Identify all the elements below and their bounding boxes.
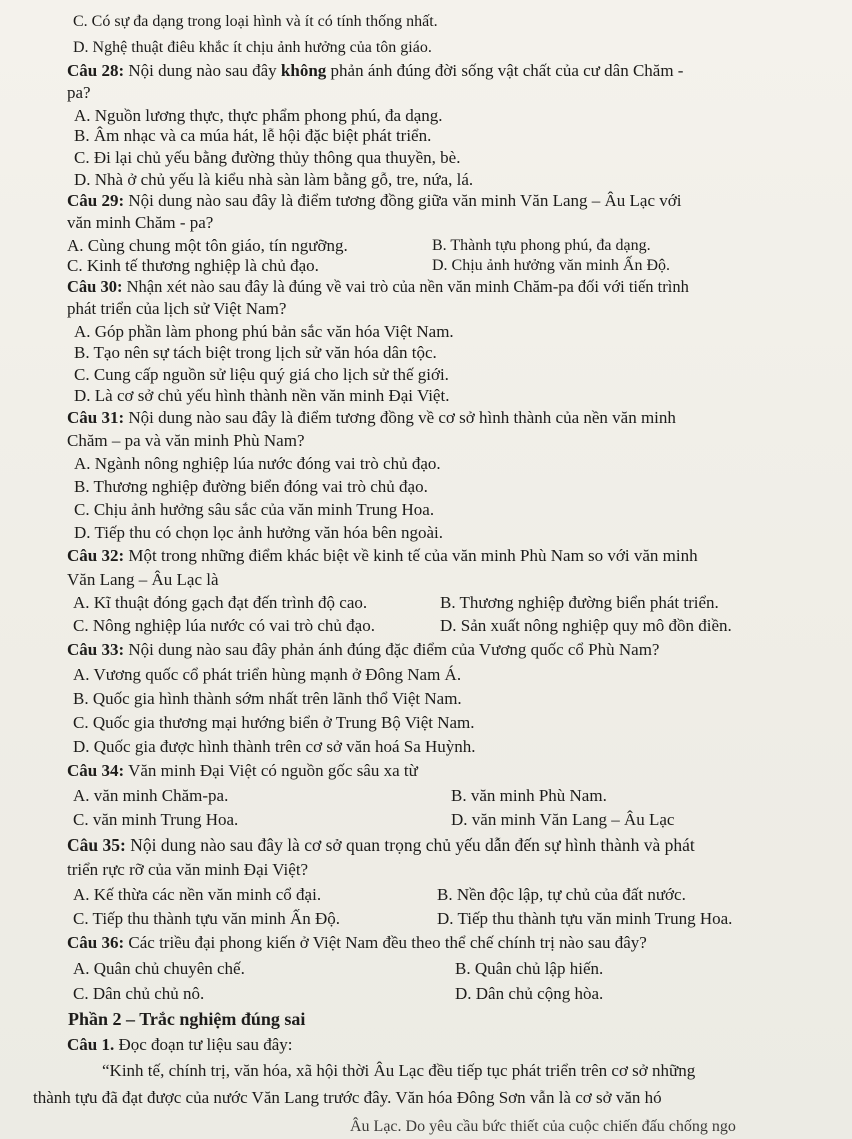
question-30-cont: phát triển của lịch sử Việt Nam?: [67, 299, 287, 318]
question-label: Câu 35:: [67, 835, 126, 855]
q30-option-b: B. Tạo nên sự tách biệt trong lịch sử văn hóa dân tộc.: [74, 343, 437, 362]
question-c1: [67, 1035, 292, 1055]
question-label: Câu 29:: [67, 191, 125, 210]
question-34: [67, 761, 418, 781]
question-label: Câu 36:: [67, 933, 125, 952]
q31-option-a: A. Ngành nông nghiệp lúa nước đóng vai trò chủ đạo.: [74, 454, 441, 473]
question-35-cont: triển rực rỡ của văn minh Đại Việt?: [67, 860, 309, 879]
question-31: [67, 408, 676, 428]
q36-option-c: C. Dân chủ chủ nô.: [73, 984, 205, 1003]
question-text: phản ánh đúng đời sống vật chất của cư dân Chăm -: [326, 61, 684, 80]
q32-option-a: A. Kĩ thuật đóng gạch đạt đến trình độ cao.: [73, 593, 368, 612]
question-label: Câu 33:: [67, 640, 125, 659]
q34-option-b: B. văn minh Phù Nam.: [451, 786, 607, 805]
question-31-cont: Chăm – pa và văn minh Phù Nam?: [67, 431, 305, 450]
q33-option-a: A. Vương quốc cổ phát triển hùng mạnh ở Đông Nam Á.: [73, 665, 462, 684]
q32-option-b: B. Thương nghiệp đường biển phát triển.: [440, 593, 719, 612]
q28-option-c: C. Đi lại chủ yếu bằng đường thủy thông qua thuyền, bè.: [74, 148, 461, 167]
q32-option-d: D. Sản xuất nông nghiệp quy mô đồn điền.: [440, 616, 732, 635]
q27-option-d: D. Nghệ thuật điêu khắc ít chịu ảnh hưởng của tôn giáo.: [73, 39, 432, 56]
question-text: Nội dung nào sau đây: [124, 61, 281, 80]
q33-option-d: D. Quốc gia được hình thành trên cơ sở văn hoá Sa Huỳnh.: [73, 737, 476, 756]
q34-option-c: C. văn minh Trung Hoa.: [73, 810, 239, 829]
q30-option-c: C. Cung cấp nguồn sử liệu quý giá cho lịch sử thế giới.: [74, 365, 449, 384]
question-text: Nội dung nào sau đây là điểm tương đồng về cơ sở hình thành của nền văn minh: [124, 408, 676, 427]
q31-option-d: D. Tiếp thu có chọn lọc ảnh hưởng văn hóa bên ngoài.: [74, 523, 444, 542]
q30-option-a: A. Góp phần làm phong phú bản sắc văn hóa Việt Nam.: [74, 322, 454, 341]
q35-option-c: C. Tiếp thu thành tựu văn minh Ấn Độ.: [73, 909, 341, 928]
quote-line-2: thành tựu đã đạt được của nước Văn Lang trước đây. Văn hóa Đông Sơn vẫn là cơ sở văn hó: [33, 1088, 662, 1107]
question-29-cont: văn minh Chăm - pa?: [67, 213, 214, 232]
question-text: Một trong những điểm khác biệt về kinh tế của văn minh Phù Nam so với văn minh: [124, 546, 698, 565]
q30-option-d: D. Là cơ sở chủ yếu hình thành nền văn minh Đại Việt.: [74, 386, 450, 405]
q28-option-a: A. Nguồn lương thực, thực phẩm phong phú, đa dạng.: [74, 106, 443, 125]
question-36: [67, 933, 647, 953]
question-28-cont: pa?: [67, 83, 91, 102]
q34-option-a: A. văn minh Chăm-pa.: [73, 786, 229, 805]
question-35: [67, 835, 695, 855]
question-text: Nội dung nào sau đây là điểm tương đồng giữa văn minh Văn Lang – Âu Lạc với: [124, 191, 682, 210]
question-32-cont: Văn Lang – Âu Lạc là: [67, 570, 219, 589]
section-heading-part-2: Phần 2 – Trắc nghiệm đúng sai: [68, 1009, 306, 1029]
q33-option-b: B. Quốc gia hình thành sớm nhất trên lãnh thổ Việt Nam.: [73, 689, 462, 708]
question-30: [67, 277, 689, 297]
emphasis-word: không: [280, 61, 327, 80]
question-text: Nội dung nào sau đây phản ánh đúng đặc điểm của Vương quốc cổ Phù Nam?: [124, 640, 660, 659]
question-28: [67, 61, 683, 81]
q28-option-d: D. Nhà ở chủ yếu là kiểu nhà sàn làm bằng gỗ, tre, nứa, lá.: [74, 170, 474, 189]
question-label: Câu 28:: [67, 61, 125, 80]
quote-line-1: “Kinh tế, chính trị, văn hóa, xã hội thời Âu Lạc đều tiếp tục phát triển trên cơ sở những: [102, 1061, 696, 1080]
question-text: Nhận xét nào sau đây là đúng về vai trò của nền văn minh Chăm-pa đối với tiến trình: [122, 277, 689, 296]
question-label: Câu 1.: [67, 1035, 115, 1054]
q35-option-d: D. Tiếp thu thành tựu văn minh Trung Hoa.: [437, 909, 733, 928]
q34-option-d: D. văn minh Văn Lang – Âu Lạc: [451, 810, 675, 829]
q36-option-b: B. Quân chủ lập hiến.: [455, 959, 604, 978]
q35-option-a: A. Kế thừa các nền văn minh cổ đại.: [73, 885, 322, 904]
question-text: Đọc đoạn tư liệu sau đây:: [114, 1035, 293, 1054]
question-label: Câu 30:: [67, 277, 123, 296]
q29-option-b: B. Thành tựu phong phú, đa dạng.: [432, 237, 651, 254]
question-label: Câu 34:: [67, 761, 125, 780]
q28-option-b: B. Âm nhạc và ca múa hát, lễ hội đặc biệt phát triển.: [74, 126, 432, 145]
question-text: Văn minh Đại Việt có nguồn gốc sâu xa từ: [124, 761, 418, 780]
question-text: Nội dung nào sau đây là cơ sở quan trọng chủ yếu dẫn đến sự hình thành và phát: [125, 835, 695, 855]
question-text: Các triều đại phong kiến ở Việt Nam đều theo thể chế chính trị nào sau đây?: [124, 933, 647, 952]
question-label: Câu 31:: [67, 408, 125, 427]
q36-option-d: D. Dân chủ cộng hòa.: [455, 984, 604, 1003]
q31-option-b: B. Thương nghiệp đường biển đóng vai trò chủ đạo.: [74, 477, 428, 496]
question-29: [67, 191, 681, 211]
q29-option-c: C. Kinh tế thương nghiệp là chủ đạo.: [67, 256, 319, 275]
question-33: [67, 640, 659, 660]
question-label: Câu 32:: [67, 546, 125, 565]
q31-option-c: C. Chịu ảnh hưởng sâu sắc của văn minh Trung Hoa.: [74, 500, 435, 519]
q29-option-d: D. Chịu ảnh hưởng văn minh Ấn Độ.: [432, 257, 671, 274]
q29-option-a: A. Cùng chung một tôn giáo, tín ngưỡng.: [67, 236, 348, 255]
q27-option-c: C. Có sự đa dạng trong loại hình và ít có tính thống nhất.: [73, 13, 438, 30]
q36-option-a: A. Quân chủ chuyên chế.: [73, 959, 245, 978]
q33-option-c: C. Quốc gia thương mại hướng biển ở Trung Bộ Việt Nam.: [73, 713, 475, 732]
quote-line-3: Âu Lạc. Do yêu cầu bức thiết của cuộc chiến đấu chống ngo: [350, 1118, 736, 1135]
question-32: [67, 546, 698, 566]
q32-option-c: C. Nông nghiệp lúa nước có vai trò chủ đạo.: [73, 616, 375, 635]
q35-option-b: B. Nền độc lập, tự chủ của đất nước.: [437, 885, 686, 904]
